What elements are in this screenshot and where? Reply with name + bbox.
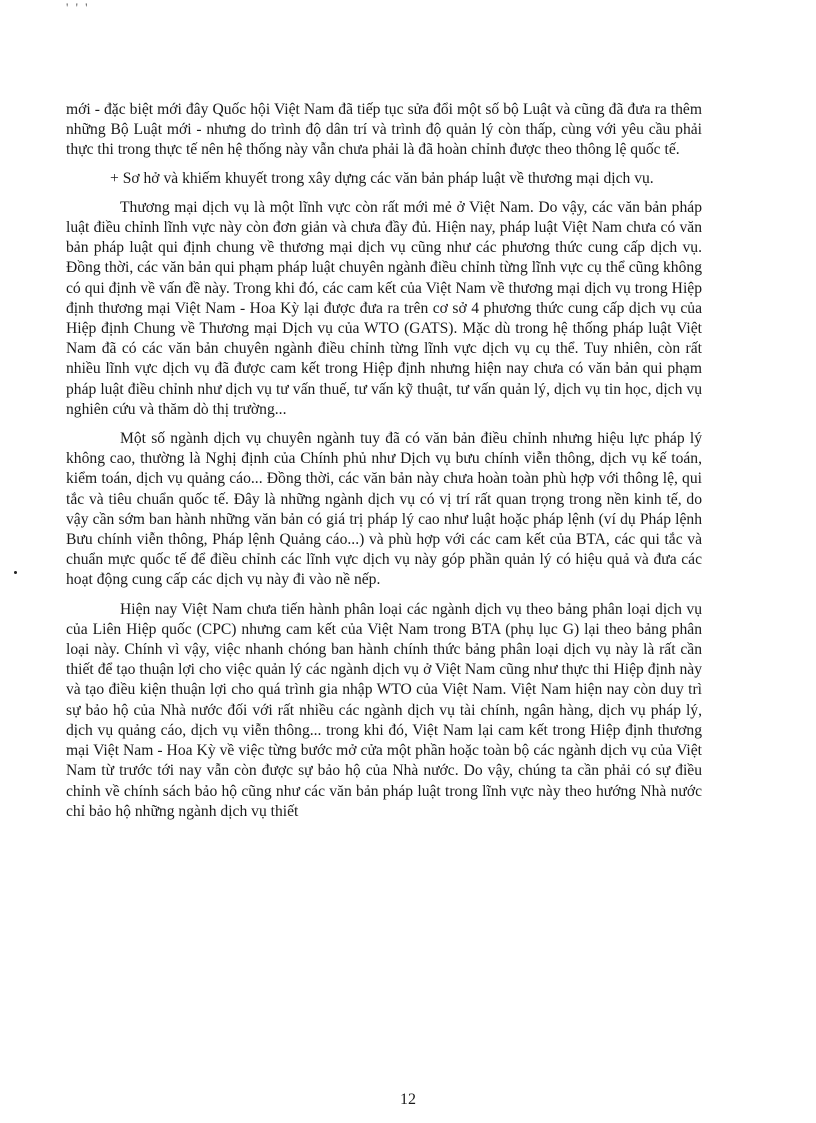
paragraph: Thương mại dịch vụ là một lĩnh vực còn rất mới mẻ ở Việt Nam. Do vậy, các văn bản pháp luật điều chỉnh lĩnh vực này còn đơn giản và chưa đầy đủ. Hiện nay, pháp luật Việt Nam chưa có văn bản pháp luật qui định chung về thương mại dịch vụ cũng như các phương thức cung cấp dịch vụ. Đồng thời, các văn bản qui phạm pháp luật chuyên ngành điều chỉnh từng lĩnh vực cụ thể cũng không có qui định về vấn đề này. Trong khi đó, các cam kết của Việt Nam về thương mại dịch vụ trong Hiệp định thương mại Việt Nam - Hoa Kỳ lại được đưa ra trên cơ sở 4 phương thức cung cấp dịch vụ của Hiệp định Chung về Thương mại Dịch vụ của WTO (GATS). Mặc dù trong hệ thống pháp luật Việt Nam đã có các văn bản chuyên ngành điều chỉnh từng lĩnh vực dịch vụ cụ thể. Tuy nhiên, còn rất nhiều lĩnh vực dịch vụ đã được cam kết trong Hiệp định nhưng hiện nay chưa có văn bản qui phạm pháp luật điều chỉnh như dịch vụ tư vấn thuế, tư vấn kỹ thuật, tư vấn quản lý, dịch vụ tin học, dịch vụ nghiên cứu và thăm dò thị trường... <box>66 198 702 418</box>
header-mark: ' ' ' <box>66 0 90 15</box>
paragraph: Một số ngành dịch vụ chuyên ngành tuy đã có văn bản điều chỉnh nhưng hiệu lực pháp lý không cao, thường là Nghị định của Chính phủ như Dịch vụ bưu chính viễn thông, dịch vụ kế toán, kiểm toán, dịch vụ quảng cáo... Đồng thời, các văn bản này chưa hoàn toàn phù hợp với thông lệ, qui tắc và tiêu chuẩn quốc tế. Đây là những ngành dịch vụ có vị trí rất quan trọng trong nền kinh tế, do vậy cần sớm ban hành những văn bản có giá trị pháp lý cao như luật hoặc pháp lệnh (ví dụ Pháp lệnh Bưu chính viễn thông, Pháp lệnh Quảng cáo...) và phù hợp với các cam kết của BTA, các qui tắc và chuẩn mực quốc tế để điều chỉnh các lĩnh vực dịch vụ này góp phần quản lý có hiệu quả và đưa các hoạt động cung cấp các dịch vụ này đi vào nề nếp. <box>66 430 702 589</box>
body-text <box>66 100 702 822</box>
paragraph: Hiện nay Việt Nam chưa tiến hành phân loại các ngành dịch vụ theo bảng phân loại dịch vụ của Liên Hiệp quốc (CPC) nhưng cam kết của Việt Nam trong BTA (phụ lục G) lại theo bảng phân loại này. Chính vì vậy, việc nhanh chóng ban hành chính thức bảng phân loại dịch vụ này là rất cần thiết để tạo thuận lợi cho việc quản lý các ngành dịch vụ ở Việt Nam cũng như thực thi Hiệp định này và tạo điều kiện thuận lợi cho quá trình gia nhập WTO của Việt Nam. Việt Nam hiện nay còn duy trì sự bảo hộ của Nhà nước đối với rất nhiều các ngành dịch vụ tài chính, ngân hàng, dịch vụ pháp lý, dịch vụ quảng cáo, dịch vụ viễn thông... trong khi đó, Việt Nam lại cam kết trong Hiệp định thương mại Việt Nam - Hoa Kỳ về việc từng bước mở cửa một phần hoặc toàn bộ các ngành dịch vụ của Việt Nam từ trước tới nay vẫn còn được sự bảo hộ của Nhà nước. Do vậy, chúng ta cần phải có sự điều chỉnh về chính sách bảo hộ cũng như các văn bản pháp luật trong lĩnh vực này theo hướng Nhà nước chỉ bảo hộ những ngành dịch vụ thiết <box>66 600 702 820</box>
paragraph-continued: mới - đặc biệt mới đây Quốc hội Việt Nam đã tiếp tục sửa đổi một số bộ Luật và cũng đã đưa ra thêm những Bộ Luật mới - nhưng do trình độ dân trí và trình độ quản lý còn thấp, cùng với yêu cầu phải thực thi trong thực tế nên hệ thống này vẫn chưa phải là đã hoàn chỉnh được theo thông lệ quốc tế. <box>66 101 702 159</box>
paragraph-bullet-heading: + Sơ hở và khiếm khuyết trong xây dựng các văn bản pháp luật về thương mại dịch vụ. <box>110 169 654 187</box>
page-number: 12 <box>400 1091 416 1108</box>
margin-dot <box>14 571 17 574</box>
